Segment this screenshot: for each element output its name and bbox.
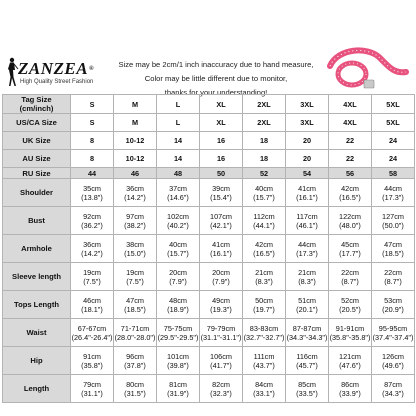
value-cm: 102cm <box>167 211 189 221</box>
value-inch: (15.7") <box>167 248 189 258</box>
value-cm: 22cm <box>341 267 359 277</box>
value-cm: 44cm <box>298 239 316 249</box>
value-inch: (7.5") <box>126 276 144 286</box>
value-inch: (47.6") <box>339 360 361 370</box>
measurement-cell <box>114 375 157 403</box>
row-label: Waist <box>3 319 71 347</box>
measurement-cell <box>243 207 286 235</box>
measurement-cell <box>114 263 157 291</box>
size-cell: 22 <box>329 150 372 168</box>
value-inch: (33.9") <box>339 388 361 398</box>
value-inch: (8.7") <box>341 276 359 286</box>
value-inch: (32.3") <box>210 388 232 398</box>
value-inch: (31.5") <box>124 388 146 398</box>
value-inch: (31.1"-31.1") <box>200 332 242 342</box>
value-cm: 96cm <box>126 351 144 361</box>
measurement-cell <box>286 263 329 291</box>
measurement-cell <box>200 347 243 375</box>
value-inch: (18.1") <box>81 304 103 314</box>
size-cell: M <box>114 95 157 114</box>
value-cm: 111cm <box>253 351 275 361</box>
measurement-row <box>3 319 415 347</box>
value-cm: 101cm <box>167 351 189 361</box>
value-inch: (8.3") <box>298 276 316 286</box>
measurement-cell <box>286 179 329 207</box>
value-inch: (20.5") <box>339 304 361 314</box>
size-cell: 2XL <box>243 95 286 114</box>
measurement-cell <box>286 235 329 263</box>
measurement-cell <box>71 263 114 291</box>
measurement-cell <box>114 347 157 375</box>
measurement-cell <box>372 347 415 375</box>
value-inch: (16.1") <box>296 192 318 202</box>
measurement-cell <box>372 179 415 207</box>
size-rows <box>3 95 415 179</box>
measurement-cell <box>372 235 415 263</box>
value-cm: 117cm <box>296 211 318 221</box>
value-inch: (31.1") <box>81 388 103 398</box>
value-inch: (18.5") <box>124 304 146 314</box>
measurement-row <box>3 235 415 263</box>
value-cm: 126cm <box>382 351 404 361</box>
size-cell: 14 <box>157 132 200 150</box>
size-row <box>3 168 415 179</box>
value-cm: 95-95cm <box>378 323 408 333</box>
value-inch: (28.0"-28.0") <box>114 332 156 342</box>
measurement-cell <box>372 319 415 347</box>
value-cm: 51cm <box>298 295 316 305</box>
value-cm: 42cm <box>341 183 359 193</box>
brand-name-text: ZANZEA <box>18 59 89 78</box>
value-inch: (43.7") <box>253 360 275 370</box>
measurement-cell <box>157 179 200 207</box>
size-cell: 22 <box>329 132 372 150</box>
size-cell: 54 <box>286 168 329 179</box>
value-inch: (15.0") <box>124 248 146 258</box>
measurement-cell <box>243 235 286 263</box>
value-cm: 42cm <box>255 239 273 249</box>
value-inch: (15.4") <box>210 192 232 202</box>
value-inch: (19.3") <box>210 304 232 314</box>
value-inch: (14.2") <box>81 248 103 258</box>
value-cm: 112cm <box>253 211 275 221</box>
measurement-row <box>3 263 415 291</box>
size-cell: 24 <box>372 150 415 168</box>
size-cell: 4XL <box>329 114 372 132</box>
size-cell: 24 <box>372 132 415 150</box>
size-cell: M <box>114 114 157 132</box>
measurement-row <box>3 375 415 403</box>
value-cm: 91cm <box>83 351 101 361</box>
size-cell: L <box>157 95 200 114</box>
value-cm: 19cm <box>83 267 101 277</box>
size-cell: 5XL <box>372 114 415 132</box>
size-cell: 16 <box>200 132 243 150</box>
value-cm: 38cm <box>126 239 144 249</box>
value-cm: 52cm <box>341 295 359 305</box>
value-inch: (20.1") <box>296 304 318 314</box>
measurement-cell <box>114 291 157 319</box>
value-inch: (20.9") <box>382 304 404 314</box>
row-label: AU Size <box>3 150 71 168</box>
row-label: Sleeve length <box>3 263 71 291</box>
measurement-cell <box>329 263 372 291</box>
size-row <box>3 95 415 114</box>
measurement-cell <box>329 375 372 403</box>
value-inch: (31.9") <box>167 388 189 398</box>
row-label: Armhole <box>3 235 71 263</box>
size-cell: 44 <box>71 168 114 179</box>
measurement-cell <box>71 179 114 207</box>
value-inch: (37.8") <box>124 360 146 370</box>
measurement-cell <box>329 179 372 207</box>
value-cm: 37cm <box>169 183 187 193</box>
value-inch: (50.0") <box>382 220 404 230</box>
value-inch: (42.1") <box>210 220 232 230</box>
value-inch: (8.7") <box>384 276 402 286</box>
value-cm: 80cm <box>126 379 144 389</box>
value-inch: (15.7") <box>253 192 275 202</box>
measurement-cell <box>286 375 329 403</box>
measurement-cell <box>286 319 329 347</box>
value-inch: (36.2") <box>81 220 103 230</box>
size-cell: 5XL <box>372 95 415 114</box>
value-inch: (34.3"-34.3") <box>286 332 328 342</box>
measurement-cell <box>200 179 243 207</box>
brand-tagline: High Quality Street Fashion <box>20 79 94 85</box>
size-cell: 2XL <box>243 114 286 132</box>
measurement-cell <box>157 291 200 319</box>
value-inch: (35.8"-35.8") <box>329 332 371 342</box>
brand-name <box>6 60 106 78</box>
value-inch: (16.5") <box>339 192 361 202</box>
measurement-row <box>3 291 415 319</box>
value-inch: (33.1") <box>253 388 275 398</box>
value-inch: (40.2") <box>167 220 189 230</box>
value-cm: 79-79cm <box>206 323 236 333</box>
measurement-cell <box>200 207 243 235</box>
value-inch: (7.9") <box>212 276 230 286</box>
measurement-cell <box>243 179 286 207</box>
value-inch: (14.6") <box>167 192 189 202</box>
measurement-cell <box>71 347 114 375</box>
measurement-cell <box>329 291 372 319</box>
size-cell: 8 <box>71 150 114 168</box>
size-cell: 10-12 <box>114 150 157 168</box>
value-cm: 41cm <box>212 239 230 249</box>
value-cm: 83-83cm <box>249 323 279 333</box>
notice-line-3: thanks for your understanding! <box>164 88 268 97</box>
size-cell: 18 <box>243 150 286 168</box>
value-cm: 127cm <box>382 211 404 221</box>
value-cm: 91-91cm <box>335 323 365 333</box>
measurement-cell <box>200 263 243 291</box>
measurement-cell <box>243 375 286 403</box>
value-cm: 85cm <box>298 379 316 389</box>
row-label: Length <box>3 375 71 403</box>
measurement-cell <box>71 235 114 263</box>
measurement-cell <box>71 319 114 347</box>
measurement-cell <box>157 347 200 375</box>
value-cm: 41cm <box>298 183 316 193</box>
size-cell: 20 <box>286 132 329 150</box>
row-label: Bust <box>3 207 71 235</box>
measurement-cell <box>243 291 286 319</box>
measurement-cell <box>157 263 200 291</box>
value-cm: 107cm <box>210 211 232 221</box>
size-cell: XL <box>200 95 243 114</box>
row-label: UK Size <box>3 132 71 150</box>
measurement-cell <box>200 235 243 263</box>
measurement-cell <box>329 235 372 263</box>
value-inch: (49.6") <box>382 360 404 370</box>
size-cell: 14 <box>157 150 200 168</box>
size-cell: 48 <box>157 168 200 179</box>
brand-logo <box>6 60 106 86</box>
size-cell: 58 <box>372 168 415 179</box>
value-inch: (26.4"-26.4") <box>71 332 113 342</box>
value-cm: 36cm <box>83 239 101 249</box>
measurement-row <box>3 347 415 375</box>
value-inch: (41.7") <box>210 360 232 370</box>
value-inch: (29.5"-29.5") <box>157 332 199 342</box>
measurement-cell <box>157 375 200 403</box>
size-cell: 52 <box>243 168 286 179</box>
value-cm: 21cm <box>298 267 316 277</box>
measurement-cell <box>329 207 372 235</box>
value-cm: 84cm <box>255 379 273 389</box>
value-cm: 19cm <box>126 267 144 277</box>
value-cm: 46cm <box>83 295 101 305</box>
size-cell: S <box>71 114 114 132</box>
value-inch: (45.7") <box>296 360 318 370</box>
value-cm: 20cm <box>169 267 187 277</box>
value-cm: 97cm <box>126 211 144 221</box>
size-row <box>3 150 415 168</box>
value-inch: (34.3") <box>382 388 404 398</box>
size-cell: 18 <box>243 132 286 150</box>
size-row <box>3 114 415 132</box>
value-inch: (16.1") <box>210 248 232 258</box>
notice-line-1: Size may be 2cm/1 inch inaccuracy due to hand measure, <box>118 60 314 69</box>
value-cm: 49cm <box>212 295 230 305</box>
measurement-cell <box>114 179 157 207</box>
size-cell: S <box>71 95 114 114</box>
size-cell: 56 <box>329 168 372 179</box>
value-inch: (39.8") <box>167 360 189 370</box>
value-cm: 40cm <box>169 239 187 249</box>
measurement-cell <box>114 319 157 347</box>
value-cm: 39cm <box>212 183 230 193</box>
measurement-cell <box>372 207 415 235</box>
measurement-cell <box>200 291 243 319</box>
value-inch: (17.3") <box>296 248 318 258</box>
size-cell: L <box>157 114 200 132</box>
measurement-cell <box>329 319 372 347</box>
size-chart-table <box>2 94 415 403</box>
row-label: US/CA Size <box>3 114 71 132</box>
value-cm: 53cm <box>384 295 402 305</box>
size-cell: 46 <box>114 168 157 179</box>
measurement-row <box>3 179 415 207</box>
value-cm: 75-75cm <box>163 323 193 333</box>
value-inch: (46.1") <box>296 220 318 230</box>
value-inch: (48.0") <box>339 220 361 230</box>
measurement-cell <box>372 375 415 403</box>
value-inch: (38.2") <box>124 220 146 230</box>
value-cm: 48cm <box>169 295 187 305</box>
measurement-cell <box>286 207 329 235</box>
value-cm: 81cm <box>169 379 187 389</box>
measurement-cell <box>243 319 286 347</box>
value-inch: (7.9") <box>169 276 187 286</box>
value-cm: 71-71cm <box>120 323 150 333</box>
value-inch: (18.9") <box>167 304 189 314</box>
value-cm: 44cm <box>384 183 402 193</box>
measurement-cell <box>200 319 243 347</box>
measurement-rows <box>3 179 415 403</box>
value-cm: 47cm <box>384 239 402 249</box>
size-cell: 50 <box>200 168 243 179</box>
measurement-cell <box>243 347 286 375</box>
value-cm: 87cm <box>384 379 402 389</box>
value-cm: 86cm <box>341 379 359 389</box>
value-inch: (7.5") <box>83 276 101 286</box>
size-cell: 8 <box>71 132 114 150</box>
value-inch: (33.5") <box>296 388 318 398</box>
value-inch: (37.4"-37.4") <box>372 332 414 342</box>
size-cell: 20 <box>286 150 329 168</box>
value-inch: (18.5") <box>382 248 404 258</box>
measurement-cell <box>200 375 243 403</box>
row-label: Hip <box>3 347 71 375</box>
measurement-cell <box>372 263 415 291</box>
value-cm: 121cm <box>339 351 361 361</box>
value-inch: (32.7"-32.7") <box>243 332 285 342</box>
measurement-cell <box>71 375 114 403</box>
value-cm: 92cm <box>83 211 101 221</box>
value-cm: 116cm <box>296 351 318 361</box>
measurement-cell <box>114 207 157 235</box>
row-label: Shoulder <box>3 179 71 207</box>
value-inch: (19.7") <box>253 304 275 314</box>
value-cm: 87-87cm <box>292 323 322 333</box>
size-cell: 3XL <box>286 114 329 132</box>
value-inch: (17.3") <box>382 192 404 202</box>
value-cm: 82cm <box>212 379 230 389</box>
value-cm: 50cm <box>255 295 273 305</box>
size-cell: 3XL <box>286 95 329 114</box>
value-cm: 79cm <box>83 379 101 389</box>
row-label: RU Size <box>3 168 71 179</box>
value-cm: 21cm <box>255 267 273 277</box>
measurement-cell <box>157 319 200 347</box>
measurement-cell <box>114 235 157 263</box>
measuring-tape-icon <box>324 44 410 92</box>
measurement-row <box>3 207 415 235</box>
size-row <box>3 132 415 150</box>
size-cell: 4XL <box>329 95 372 114</box>
value-inch: (35.8") <box>81 360 103 370</box>
notice-line-2: Color may be little different due to monitor, <box>144 74 288 83</box>
value-inch: (14.2") <box>124 192 146 202</box>
value-inch: (44.1") <box>253 220 275 230</box>
measurement-cell <box>372 291 415 319</box>
registered-mark: ® <box>89 66 95 72</box>
measurement-cell <box>71 291 114 319</box>
size-cell: XL <box>200 114 243 132</box>
value-inch: (8.3") <box>255 276 273 286</box>
measurement-cell <box>243 263 286 291</box>
value-inch: (13.8") <box>81 192 103 202</box>
measurement-cell <box>157 207 200 235</box>
size-cell: 16 <box>200 150 243 168</box>
value-cm: 122cm <box>339 211 361 221</box>
size-cell: 10-12 <box>114 132 157 150</box>
value-cm: 36cm <box>126 183 144 193</box>
value-cm: 106cm <box>210 351 232 361</box>
header <box>0 0 416 97</box>
row-label: Tag Size (cm/inch) <box>3 95 71 114</box>
value-cm: 47cm <box>126 295 144 305</box>
value-cm: 40cm <box>255 183 273 193</box>
measurement-cell <box>157 235 200 263</box>
measurement-cell <box>286 347 329 375</box>
measurement-cell <box>329 347 372 375</box>
value-cm: 22cm <box>384 267 402 277</box>
value-inch: (16.5") <box>253 248 275 258</box>
measurement-cell <box>71 207 114 235</box>
value-inch: (17.7") <box>339 248 361 258</box>
value-cm: 45cm <box>341 239 359 249</box>
value-cm: 67-67cm <box>77 323 107 333</box>
value-cm: 20cm <box>212 267 230 277</box>
measurement-cell <box>286 291 329 319</box>
value-cm: 35cm <box>83 183 101 193</box>
row-label: Tops Length <box>3 291 71 319</box>
